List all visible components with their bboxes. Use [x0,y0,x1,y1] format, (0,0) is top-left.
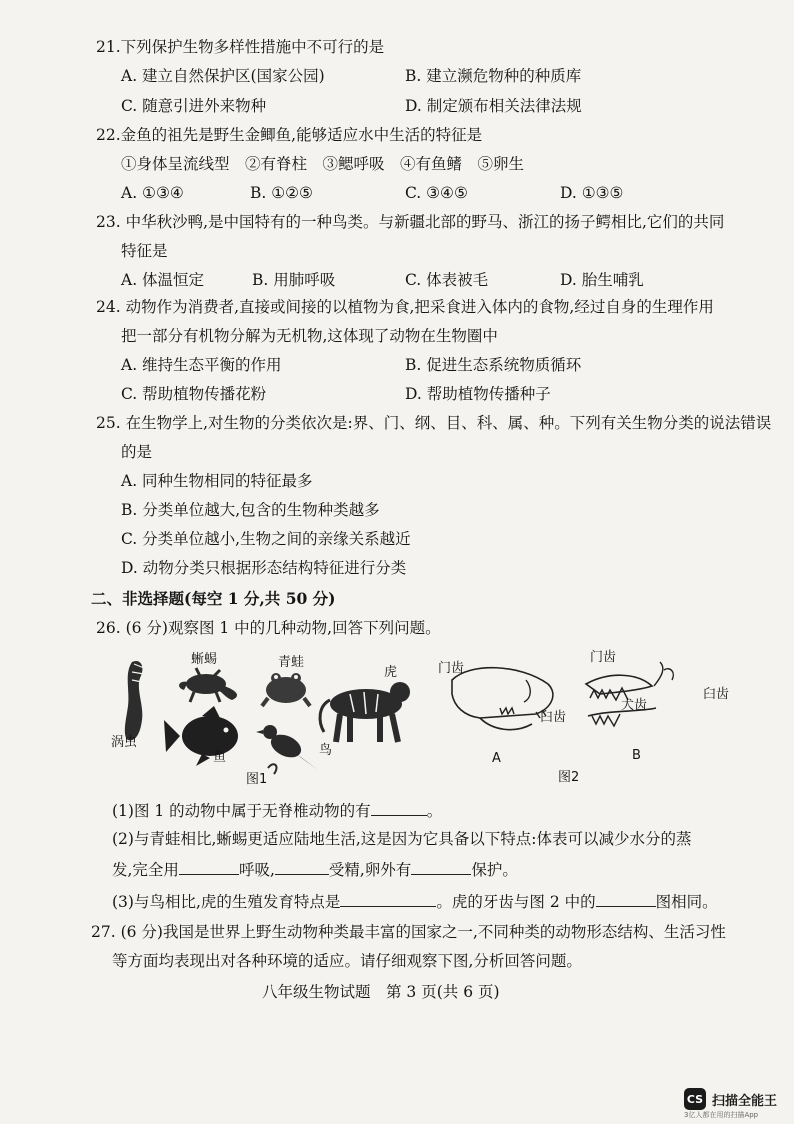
lizard-illustration [179,668,237,702]
q23-option-d: D. 胎生哺乳 [560,271,644,289]
scanner-watermark [684,1088,777,1110]
fig2-b-molar-label: 臼齿 [703,687,730,702]
q26-part3-blank-2[interactable] [596,890,656,907]
q21-option-b: B. 建立濒危物种的种质库 [405,67,582,85]
tiger-illustration [320,682,410,742]
q21-stem: 21.下列保护生物多样性措施中不可行的是 [96,38,385,56]
q26-stem: 26. (6 分)观察图 1 中的几种动物,回答下列问题。 [96,619,441,637]
bird-illustration [256,725,318,774]
fig1-label-frog: 青蛙 [278,655,305,670]
fig1-label-lizard: 蜥蜴 [191,652,218,667]
q24-stem-line2: 把一部分有机物分解为无机物,这体现了动物在生物圈中 [121,327,498,345]
q27-line1: 27. (6 分)我国是世界上野生动物种类最丰富的国家之一,不同种类的动物形态结构、生活习性 [91,923,726,941]
q26-part3-text-b: 。虎的牙齿与图 2 中的 [436,893,596,911]
q25-option-c: C. 分类单位越小,生物之间的亲缘关系越近 [121,530,411,548]
q23-stem-line2: 特征是 [121,242,168,260]
q23-option-a: A. 体温恒定 [121,271,205,289]
q25-option-b: B. 分类单位越大,包含的生物种类越多 [121,501,380,519]
q26-part1-end: 。 [426,802,443,820]
scanner-logo-icon: CS [684,1088,706,1110]
fig1-label-fish: 鱼 [213,750,227,765]
q26-part3-text-a: (3)与鸟相比,虎的生殖发育特点是 [112,893,341,911]
q27-line2: 等方面均表现出对各种环境的适应。请仔细观察下图,分析回答问题。 [112,952,582,970]
scanner-app-name: 扫描全能王 [712,1093,778,1109]
q26-part2-text-a: 发,完全用 [112,861,179,879]
q26-part1 [112,799,442,822]
fig1-label-tiger: 虎 [384,665,398,680]
page-footer: 八年级生物试题 第 3 页(共 6 页) [262,983,500,1001]
q24-option-b: B. 促进生态系统物质循环 [405,356,582,374]
scanner-tagline: 3亿人都在用的扫描App [684,1111,759,1119]
fig2-b-canine-label: 犬齿 [621,698,648,713]
fig2-caption: 图2 [558,770,580,785]
q22-stem: 22.金鱼的祖先是野生金鲫鱼,能够适应水中生活的特征是 [96,126,483,144]
fig2-b-label: B [632,748,641,763]
q22-option-c: C. ③④⑤ [405,184,468,202]
q26-part2-line2 [112,858,518,881]
q26-part3 [112,890,718,913]
q23-option-b: B. 用肺呼吸 [252,271,336,289]
q25-option-d: D. 动物分类只根据形态结构特征进行分类 [121,559,407,577]
q22-option-a: A. ①③④ [121,184,184,202]
q26-part1-blank[interactable] [371,799,427,816]
q26-part2-text-b: 呼吸, [238,861,275,879]
skull-a-illustration [452,668,553,730]
section-heading: 二、非选择题(每空 1 分,共 50 分) [91,589,336,608]
figure-1-animals [118,650,418,790]
q26-part2-blank-2[interactable] [275,858,329,875]
q26-part2-blank-3[interactable] [411,858,471,875]
q22-option-b: B. ①②⑤ [250,184,313,202]
fig1-label-worm: 涡虫 [111,735,138,750]
q26-part3-blank-1[interactable] [340,890,436,907]
fig1-caption: 图1 [246,772,268,787]
figure-2-teeth [440,650,740,760]
q21-option-a: A. 建立自然保护区(国家公园) [121,67,325,85]
fig2-a-label: A [492,751,501,766]
q26-part2-line1: (2)与青蛙相比,蜥蜴更适应陆地生活,这是因为它具备以下特点:体表可以减少水分的蒸 [112,830,692,848]
fig2-a-molar-label: 臼齿 [540,710,567,725]
q24-option-c: C. 帮助植物传播花粉 [121,385,267,403]
q22-option-d: D. ①③⑤ [560,184,624,202]
q23-stem-line1: 23. 中华秋沙鸭,是中国特有的一种鸟类。与新疆北部的野马、浙江的扬子鳄相比,它们的共同 [96,213,725,231]
q25-option-a: A. 同种生物相同的特征最多 [121,472,313,490]
q25-stem-line1: 25. 在生物学上,对生物的分类依次是:界、门、纲、目、科、属、种。下列有关生物分类的说法错误 [96,414,772,432]
fig1-label-bird: 鸟 [319,743,333,758]
fish-illustration [164,706,238,766]
fig2-a-incisor-label: 门齿 [438,661,465,676]
q24-option-a: A. 维持生态平衡的作用 [121,356,282,374]
q26-part2-blank-1[interactable] [179,858,239,875]
q26-part2-text-d: 保护。 [471,861,518,879]
q24-stem-line1: 24. 动物作为消费者,直接或间接的以植物为食,把采食进入体内的食物,经过自身的生理作用 [96,298,714,316]
q26-part3-text-c: 图相同。 [655,893,718,911]
q22-items: ①身体呈流线型 ②有脊柱 ③鳃呼吸 ④有鱼鳍 ⑤卵生 [121,155,525,173]
q26-part2-text-c: 受精,卵外有 [328,861,412,879]
q25-stem-line2: 的是 [121,443,153,461]
q23-option-c: C. 体表被毛 [405,271,489,289]
frog-illustration [262,673,310,706]
fig2-b-incisor-label: 门齿 [590,650,617,665]
q21-option-d: D. 制定颁布相关法律法规 [405,97,582,115]
q26-part1-text: (1)图 1 的动物中属于无脊椎动物的有 [112,802,371,820]
q24-option-d: D. 帮助植物传播种子 [405,385,551,403]
q21-option-c: C. 随意引进外来物种 [121,97,267,115]
